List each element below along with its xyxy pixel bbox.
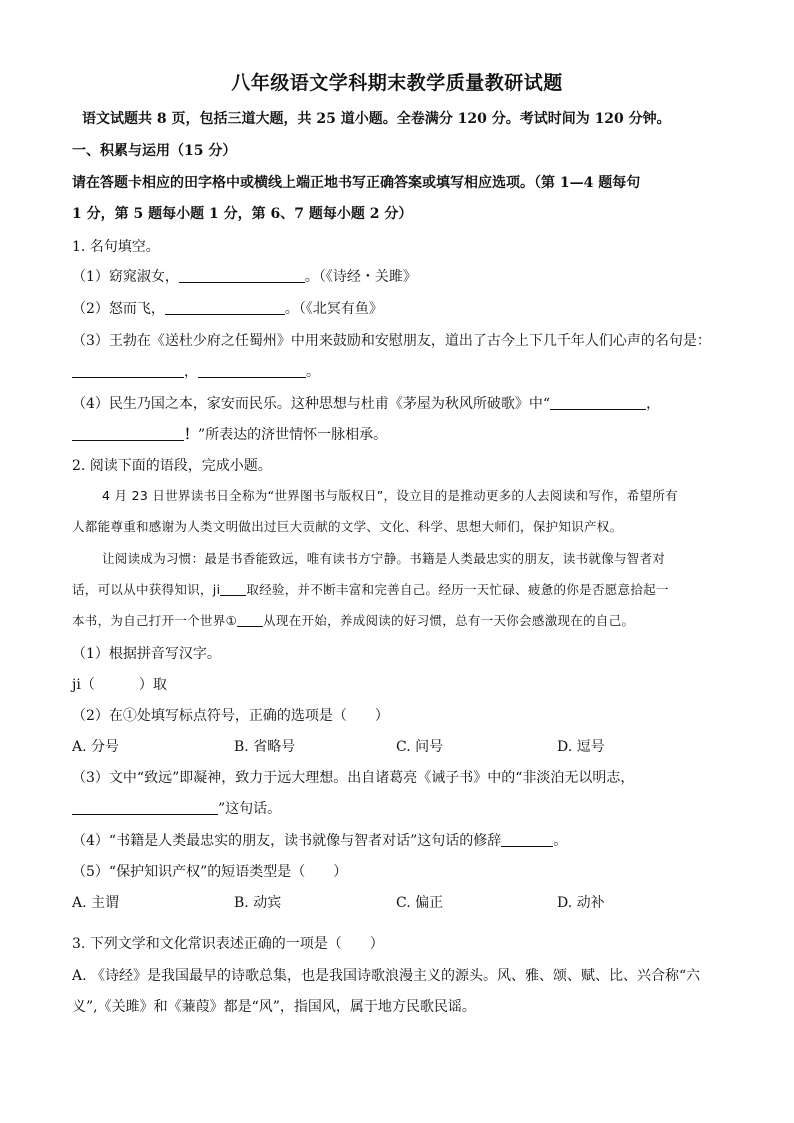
q1-sub2-suffix: 。（《北冥有鱼》	[284, 301, 383, 317]
q1-sub1-prefix: （1）窈窕淑女，	[72, 269, 179, 285]
option-d[interactable]: D. 逗号	[557, 739, 605, 755]
q1-sub4-cont	[72, 424, 387, 444]
passage-text: 话，可以从中获得知识，ji	[72, 582, 221, 597]
passage-p2-line-1: 让阅读成为习惯：最是书香能致远，唯有读书方宁静。书籍是人类最忠实的朋友，读书就像与智者对	[102, 551, 666, 566]
q2-sub5: （5）“保护知识产权”的短语类型是（ ）	[72, 864, 348, 880]
q1-sub3-answers	[72, 361, 320, 381]
passage-blank	[220, 581, 246, 596]
passage-text: 从现在开始，养成阅读的好习惯，总有一天你会感激现在的自己。	[263, 613, 635, 628]
pinyin-label: ji（	[72, 677, 95, 693]
q2-sub4-text: （4）“书籍是人类最忠实的朋友，读书就像与智者对话”这句话的修辞	[72, 833, 502, 849]
passage-p1-line-1: 4 月 23 日世界读书日全称为“世界图书与版权日”，设立目的是推动更多的人去阅读和写作，希望所有	[102, 488, 678, 503]
passage-p2-line-2	[72, 580, 669, 598]
answer-blank[interactable]	[198, 363, 306, 378]
passage-text: 本书，为自己打开一个世界①	[72, 613, 238, 628]
page-title: 八年级语文学科期末教学质量教研试题	[231, 72, 563, 94]
q1-sub4-text: （4）民生乃国之本，家安而民乐。这种思想与杜甫《茅屋为秋风所破歌》中“	[72, 396, 551, 412]
q1-sub4-end: ”所表达的济世情怀一脉相承。	[198, 427, 388, 443]
q2-sub3-end: ”这句话。	[218, 801, 282, 817]
answer-blank[interactable]	[72, 800, 218, 815]
q1-sub4-mid: ，	[646, 396, 661, 412]
q2-sub1-answer	[72, 674, 167, 694]
section-heading: 一、积累与运用（15 分）	[72, 143, 237, 159]
q1-sub2-prefix: （2）怒而飞，	[72, 301, 165, 317]
q1-sub3: （3）王勃在《送杜少府之任蜀州》中用来鼓励和安慰朋友，道出了古今上下几千年人们心声的名句是：	[72, 333, 711, 349]
q3-stem: 3. 下列文学和文化常识表述正确的一项是（ ）	[72, 936, 384, 952]
option-c[interactable]: C. 问号	[396, 739, 444, 755]
answer-blank[interactable]	[72, 426, 184, 441]
answer-blank[interactable]	[72, 363, 184, 378]
option-d[interactable]: D. 动补	[557, 895, 605, 911]
q1-sub3-separator: ，	[184, 364, 198, 380]
passage-p2-line-3	[72, 611, 634, 629]
q3-option-a-line-2[interactable]: 义”,《关雎》和《蒹葭》都是“风”，指国风，属于地方民歌民谣。	[72, 999, 476, 1015]
answer-blank[interactable]	[165, 300, 285, 315]
option-a[interactable]: A. 分号	[72, 739, 120, 755]
answer-blank[interactable]	[501, 832, 553, 847]
option-b[interactable]: B. 动宾	[234, 895, 282, 911]
q2-stem: 2. 阅读下面的语段，完成小题。	[72, 458, 272, 474]
pinyin-after: ）取	[138, 677, 167, 693]
passage-p1-line-2: 人都能尊重和感谢为人类文明做出过巨大贡献的文学、文化、科学、思想大师们，保护知识产权。	[72, 519, 623, 534]
option-a[interactable]: A. 主谓	[72, 895, 120, 911]
q2-sub1: （1）根据拼音写汉字。	[72, 646, 221, 662]
q1-sub2	[72, 298, 383, 318]
q3-option-a-line-1[interactable]: A. 《诗经》是我国最早的诗歌总集，也是我国诗歌浪漫主义的源头。风、雅、颂、赋、比、兴合称“六	[72, 968, 701, 984]
q1-sub3-end: 。	[306, 364, 320, 380]
instruction-line-2: 1 分，第 5 题每小题 1 分，第 6、7 题每小题 2 分）	[72, 206, 413, 222]
q1-sub1-suffix: 。（《诗经・关雎》	[304, 269, 417, 285]
answer-blank[interactable]	[179, 268, 305, 283]
option-b[interactable]: B. 省略号	[234, 739, 296, 755]
q1-sub4	[72, 393, 660, 413]
q2-sub3: （3）文中“致远”即凝神，致力于远大理想。出自诸葛亮《诫子书》中的“非淡泊无以明志，	[72, 770, 635, 786]
option-c[interactable]: C. 偏正	[396, 895, 444, 911]
q2-sub3-answer	[72, 798, 281, 818]
q2-sub4-end: 。	[553, 833, 568, 849]
passage-blank	[237, 612, 263, 627]
q2-sub2: （2）在①处填写标点符号，正确的选项是（ ）	[72, 708, 389, 724]
q2-sub4	[72, 830, 567, 850]
passage-text: 取经验，并不断丰富和完善自己。经历一天忙碌、疲惫的你是否愿意拾起一	[246, 582, 669, 597]
q1-sub1	[72, 266, 417, 286]
q1-sub4-exclaim: ！	[184, 427, 198, 443]
q1-stem: 1. 名句填空。	[72, 239, 160, 255]
answer-blank[interactable]	[550, 395, 646, 410]
instruction-line-1: 请在答题卡相应的田字格中或横线上端正地书写正确答案或填写相应选项。（第 1—4 题每句	[72, 175, 641, 191]
exam-intro: 语文试题共 8 页，包括三道大题，共 25 道小题。全卷满分 120 分。考试时间为 120 分钟。	[82, 111, 671, 127]
